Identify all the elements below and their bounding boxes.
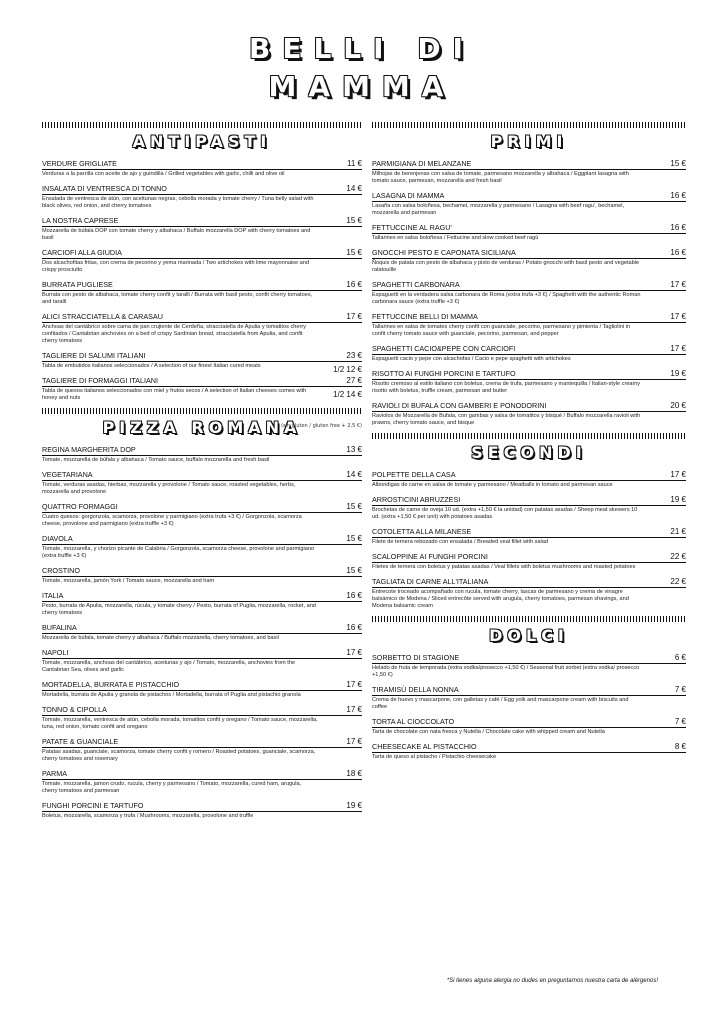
- menu-item-name: BUFALINA: [42, 623, 362, 634]
- section-title: [372, 443, 686, 462]
- menu-item: [372, 159, 686, 185]
- menu-item-price: 17 €: [346, 737, 362, 746]
- menu-item-price: 7 €: [674, 717, 686, 726]
- menu-item-name: REGINA MARGHERITA DOP: [42, 445, 362, 456]
- menu-item-description: Espaguetti cacio y pepe con alcachofas / Cacio e pepe spaghetti with artichokes: [372, 356, 571, 362]
- menu-item-description: Mortadella, burrata de Apulia y granola de pistachos / Mortadella, burrata of Puglia and pistachio granola: [42, 692, 301, 698]
- menu-item-name: TONNO & CIPOLLA: [42, 705, 362, 716]
- menu-item-description: Pesto, burrata de Apulia, mozzarella, rúcula, y tomate cherry / Pesto, burrata of Puglia, mozzarella, rocket, and cherry tomatoes: [42, 603, 316, 616]
- menu-item: [372, 369, 686, 395]
- menu-item-name: TIRAMISÙ DELLA NONNA: [372, 685, 686, 696]
- menu-item: [42, 705, 362, 731]
- menu-item-name: CROSTINO: [42, 566, 362, 577]
- menu-item-name: TAGLIERE DI SALUMI ITALIANI: [42, 351, 362, 362]
- menu-item-name: ARROSTICINI ABRUZZESI: [372, 495, 686, 506]
- menu-item-description: Espaguetti en la verdadera salsa carbonara de Roma (extra trufa +3 €) / Spaghetti with the authentic Roman carbonara sauce (extra truffle +3 €): [372, 292, 641, 305]
- menu-item-price: 15 €: [670, 159, 686, 168]
- menu-item-name: NAPOLI: [42, 648, 362, 659]
- menu-item-price: 17 €: [670, 312, 686, 321]
- menu-item-price: 16 €: [670, 223, 686, 232]
- menu-item-name: PATATE & GUANCIALE: [42, 737, 362, 748]
- menu-item-name: ALICI STRACCIATELLA & CARASAU: [42, 312, 362, 323]
- menu-item-description: Ensalada de ventresca de atún, con aceitunas negras, cebolla morada y tomate cherry / Tuna belly salad with black olives, red onion, and cherry tomatoes: [42, 196, 314, 209]
- menu-item-description: Mozzarella de búfala, tomate cherry y albahaca / Buffalo mozzarella, cherry tomatoes, and basil: [42, 635, 279, 641]
- menu-item: [42, 470, 362, 496]
- menu-item-description: Tarta de chocolate con nata fresca y Nutella / Chocolate cake with whipped cream and Nutella: [372, 729, 605, 735]
- menu-item: [42, 769, 362, 795]
- menu-item: [372, 280, 686, 306]
- section-title: [372, 132, 686, 151]
- menu-item-name: LASAGNA DI MAMMA: [372, 191, 686, 202]
- menu-item-description: Tomate, mozzarella, anchoas del cantábrico, aceitunas y ajo / Tomato, mozzarella, anchovies from the Cantabrian Sea, olives and garlic: [42, 660, 295, 673]
- menu-item-name: VEGETARIANA: [42, 470, 362, 481]
- menu-item-description: Tomate, mozzarella, jamon crudo, rucula, cherry y parmesano / Tomato, mozzarella, cured ham, arugula, cherry tomatoes and parmesan: [42, 781, 302, 794]
- menu-item-description: Anchoas del cantábrico sobre cama de pan crujiente de Cerdeña, stracciatella de Apulia y tomatitos cherry confitados / Cantabrian anchovies on a bed of crispy Sardinian bread, stracciatella from Apulia, and confit cherry tomatoes: [42, 324, 306, 344]
- menu-item-name: QUATTRO FORMAGGI: [42, 502, 362, 513]
- menu-item-description: Albondigas de carne en salsa de tomate y parmesano / Meatballs in tomato and parmesan sauce: [372, 482, 613, 488]
- menu-item-price: 15 €: [346, 566, 362, 575]
- menu-item-description: Tabla de quesos italianos seleccionados con miel y frutos secos / A selection of Italian cheeses comes with honey and nuts: [42, 388, 307, 401]
- allergen-note: *Si tienes alguna alergia no dudes en preguntarnos nuestra carta de alérgenos!: [446, 978, 658, 984]
- menu-item: [42, 312, 362, 345]
- menu-item-description: Crema de huevo y mascarpone, con galletas y café / Egg yolk and mascarpone cream with biscuits and coffee: [372, 697, 629, 710]
- right-column: [372, 116, 686, 767]
- menu-item-description: Brochetas de carne de oveja 10 ud. (extra +1,50 € la unidad) con patatas asadas / Sheep meat skewers 10 ud. (extra +1,50 € per unit) with potatoes asadas: [372, 507, 638, 520]
- menu-item: [372, 344, 686, 363]
- section-divider: [42, 408, 362, 414]
- menu-item-description: Tomate, mozzarella de búfala y albahaca / Tomato sauce, buffalo mozzarella and fresh basil: [42, 457, 270, 463]
- menu-item: [42, 680, 362, 699]
- menu-item-price: 15 €: [346, 534, 362, 543]
- menu-item: [42, 623, 362, 642]
- menu-item-name: VERDURE GRIGLIATE: [42, 159, 362, 170]
- menu-item-description: Helado de fruta de temporada (extra vodka/prosecco +1,50 €) / Seasonal fruit sorbet (extra vodka/ prosecco +1,50 €): [372, 665, 640, 678]
- menu-item-description: Entrecote troceado acompañado con rucula, tomate cherry, lascas de parmesano y crema de vinagre balsámico de Modena / Sliced entrecôte served with arugula, cherry tomatoes, parmesan shavings, and Modena balsamic cream: [372, 589, 629, 609]
- menu-item: [42, 351, 362, 374]
- menu-item: [42, 648, 362, 674]
- menu-item-name: RAVIOLI DI BUFALA CON GAMBERI E PONODORINI: [372, 401, 686, 412]
- menu-item-half-price: 1/2 14 €: [333, 390, 362, 399]
- menu-item-price: 22 €: [670, 552, 686, 561]
- menu-item: [372, 495, 686, 521]
- menu-item-description: Ñoquis de patata con pesto de albahaca y pisto de verduras / Potato gnocchi with basil pesto and vegetable ratatouille: [372, 260, 640, 273]
- menu-item-price: 6 €: [674, 653, 686, 662]
- menu-item-name: POLPETTE DELLA CASA: [372, 470, 686, 481]
- menu-item-price: 15 €: [346, 502, 362, 511]
- menu-item-price: 17 €: [670, 280, 686, 289]
- restaurant-title-line2: MAMMA: [268, 70, 456, 103]
- left-column: [42, 116, 362, 826]
- menu-item-price: 23 €: [346, 351, 362, 360]
- menu-item: [42, 502, 362, 528]
- section-title-text: PRIMI: [490, 132, 568, 151]
- menu-item-price: 17 €: [346, 312, 362, 321]
- menu-item-name: FETTUCCINE BELLI DI MAMMA: [372, 312, 686, 323]
- menu-item-name: BURRATA PUGLIESE: [42, 280, 362, 291]
- menu-item-description: Milhojas de berenjenas con salsa de tomate, parmesano mozzarella y albahaca / Eggplant lasagna with tomato sauce, parmesan, mozzarella and fresh basil: [372, 171, 629, 184]
- menu-item: [42, 591, 362, 617]
- menu-item: [372, 577, 686, 610]
- menu-item: [42, 534, 362, 560]
- menu-item: [372, 248, 686, 274]
- section-divider: [372, 433, 686, 439]
- menu-item-description: Filete de ternera rebozado con ensalada / Breaded veal fillet with salad: [372, 539, 549, 545]
- menu-item: [372, 742, 686, 761]
- section-title: [372, 626, 686, 645]
- menu-item: [42, 216, 362, 242]
- menu-item-name: SPAGHETTI CACIO&PEPE CON CARCIOFI: [372, 344, 686, 355]
- menu-item-name: FUNGHI PORCINI E TARTUFO: [42, 801, 362, 812]
- menu-item: [42, 376, 362, 402]
- menu-item-name: CHEESECAKE AL PISTACCHIO: [372, 742, 686, 753]
- menu-item: [372, 685, 686, 711]
- section-divider: [372, 616, 686, 622]
- menu-item-price: 16 €: [346, 623, 362, 632]
- section-title-text: PIZZA ROMANA: [102, 418, 302, 437]
- menu-item: [42, 159, 362, 178]
- menu-item: [372, 191, 686, 217]
- menu-item-description: Raviolos de Mozzarella de Bufala, con gambas y salsa de tomatitos y bisqué / Buffalo mozzarella ravioli with prawns, cherry tomato sauce, and bisque: [372, 413, 641, 426]
- menu-item-price: 17 €: [346, 705, 362, 714]
- menu-item-price: 7 €: [674, 685, 686, 694]
- menu-item-price: 16 €: [670, 191, 686, 200]
- menu-item-name: INSALATA DI VENTRESCA DI TONNO: [42, 184, 362, 195]
- menu-item-description: Burrata con pesto de albahaca, tomate cherry confit y taralli / Burrata with basil pesto, confit cherry tomatoes, and taralli: [42, 292, 313, 305]
- menu-item-price: 14 €: [346, 184, 362, 193]
- menu-item-price: 17 €: [670, 470, 686, 479]
- menu-item-name: SPAGHETTI CARBONARA: [372, 280, 686, 291]
- menu-item-half-price: 1/2 12 €: [333, 365, 362, 374]
- menu-item: [42, 566, 362, 585]
- menu-item-name: PARMA: [42, 769, 362, 780]
- menu-item: [42, 445, 362, 464]
- menu-item-price: 16 €: [346, 280, 362, 289]
- menu-item-name: FETTUCCINE AL RAGU': [372, 223, 686, 234]
- menu-item-name: SCALOPPINE AI FUNGHI PORCINI: [372, 552, 686, 563]
- menu-item-price: 27 €: [346, 376, 362, 385]
- menu-item-description: Boletus, mozzarella, scamorza y trufa / Mushrooms, mozzarella, provolone and truffle: [42, 813, 254, 819]
- menu-item-description: Cuatro quesos: gorgonzola, scamorza, provolone y parmigiano (extra trufa +3 €) / Gorgonzola, scamorza cheese, provolone and parmigiano (extra truffle +3 €): [42, 514, 302, 527]
- menu-item-description: Lasaña con salsa boloñesa, bechamel, mozzarella y parmesano / Lasagna with beef ragu', bechamel, mozzarella and parmesan: [372, 203, 625, 216]
- menu-item-name: MORTADELLA, BURRATA E PISTACCHIO: [42, 680, 362, 691]
- section-divider: [42, 122, 362, 128]
- section-title: [42, 132, 362, 151]
- menu-item-price: 19 €: [670, 495, 686, 504]
- menu-item-name: RISOTTO AI FUNGHI PORCINI E TARTUFO: [372, 369, 686, 380]
- menu-item: [372, 653, 686, 679]
- menu-item-price: 17 €: [670, 344, 686, 353]
- menu-item: [42, 184, 362, 210]
- menu-item: [42, 737, 362, 763]
- menu-item-name: TAGLIERE DI FORMAGGI ITALIANI: [42, 376, 362, 387]
- menu-item-description: Tomate, mozzarella, ventresca de atún, cebolla morada, tomatitos confit y oregano / Tomato sauce, mozzarella, tuna, red onion, tomato confit and oregano: [42, 717, 318, 730]
- menu-item-description: Tomate, mozzarella, y chorizo picante de Calabria / Gorgonzola, scamorza cheese, provolone and parmigiano (extra truffle +3 €): [42, 546, 315, 559]
- menu-item-description: Patatas asadas, guanciale, scamorza, tomate cherry confit y romero / Roasted potatoes, guanciale, scamorza, cherry tomatoes and rosemary: [42, 749, 316, 762]
- menu-item-description: Tallarines en salsa boloñesa / Fettucine and slow cooked beef ragù: [372, 235, 539, 241]
- menu-item-description: Tabla de embutidos italianos seleccionados / A selection of our finest Italian cured meats: [42, 363, 261, 369]
- menu-item: [372, 470, 686, 489]
- menu-item-price: 19 €: [670, 369, 686, 378]
- menu-item-name: TORTA AL CIOCCOLATO: [372, 717, 686, 728]
- menu-item-description: Dos alcachofitas fritas, con crema de pecorino y yema marinada / Two artichokes with lime mayonnaise and crispy prosciutto: [42, 260, 309, 273]
- menu-item-price: 14 €: [346, 470, 362, 479]
- section-divider: [372, 122, 686, 128]
- menu-item-description: Tomate, verduras asadas, hierbas, mozzarella y provolone / Tomato sauce, roasted vegetables, herbs, mozzarella and provolone: [42, 482, 296, 495]
- section-note: (sin gluten / gluten free + 2,5 €): [281, 423, 362, 429]
- menu-item-price: 16 €: [346, 591, 362, 600]
- menu-item-name: DIAVOLA: [42, 534, 362, 545]
- menu-item-name: TAGLIATA DI CARNE ALL'ITALIANA: [372, 577, 686, 588]
- menu-item-name: CARCIOFI ALLA GIUDIA: [42, 248, 362, 259]
- menu-item-name: ITALIA: [42, 591, 362, 602]
- menu-item: [42, 280, 362, 306]
- menu-item-price: 17 €: [346, 680, 362, 689]
- menu-item-description: Tomate, mozzarella, jamón York / Tomato sauce, mozzarella and ham: [42, 578, 215, 584]
- section-title-text: DOLCI: [489, 626, 569, 645]
- menu-item: [372, 312, 686, 338]
- menu-item-price: 20 €: [670, 401, 686, 410]
- menu-item-price: 15 €: [346, 248, 362, 257]
- menu-item-description: Risotto cremoso al estilo italiano con boletus, crema de trufa, parmesano y mantequilla / Italian-style creamy risotto with boletus, truffle cream, parmesan and butter: [372, 381, 641, 394]
- section-title-text: ANTIPASTI: [132, 132, 272, 151]
- menu-item: [372, 401, 686, 427]
- menu-item-description: Tarta de queso al pistacho / Pistachio cheesecake: [372, 754, 497, 760]
- menu-item-price: 22 €: [670, 577, 686, 586]
- menu-item-description: Filetes de ternera con boletus y patatas asadas / Veal fillets with boletus mushrooms and roasted potatoes: [372, 564, 636, 570]
- menu-item-name: LA NOSTRA CAPRESE: [42, 216, 362, 227]
- menu-item-price: 8 €: [674, 742, 686, 751]
- section-title: [42, 418, 362, 437]
- menu-item-price: 21 €: [670, 527, 686, 536]
- restaurant-title-line1: BELLI DI: [249, 32, 475, 65]
- section-title-text: SECONDI: [471, 443, 587, 462]
- menu-item-price: 15 €: [346, 216, 362, 225]
- menu-item-description: Mozzarella de búfala DOP con tomate cherry y albahaca / Buffalo mozzarella DOP with cherry tomatoes and basil: [42, 228, 311, 241]
- menu-item-description: Verduras a la parrilla con aceite de ajo y guindilla / Grilled vegetables with garlic, chilli and olive oil: [42, 171, 285, 177]
- menu-item-name: PARMIGIANA DI MELANZANE: [372, 159, 686, 170]
- menu-item-name: GNOCCHI PESTO E CAPONATA SICILIANA: [372, 248, 686, 259]
- menu-item: [372, 223, 686, 242]
- menu-item-price: 19 €: [346, 801, 362, 810]
- menu-item-price: 11 €: [347, 159, 362, 168]
- menu-item-price: 13 €: [346, 445, 362, 454]
- menu-item: [42, 248, 362, 274]
- menu-item-price: 17 €: [346, 648, 362, 657]
- menu-item-price: 16 €: [670, 248, 686, 257]
- menu-item: [372, 717, 686, 736]
- menu-item-name: SORBETTO DI STAGIONE: [372, 653, 686, 664]
- menu-item-description: Tallarines en salsa de tomates cherry confit con guanciale, pecorino, parmesano y pimienta / Tagliolini in confit cherry tomato sauce with guanciale, pecorino, parmesan, and pepper: [372, 324, 630, 337]
- menu-item: [372, 552, 686, 571]
- menu-item: [42, 801, 362, 820]
- menu-item: [372, 527, 686, 546]
- menu-item-name: COTOLETTA ALLA MILANESE: [372, 527, 686, 538]
- menu-item-price: 18 €: [346, 769, 362, 778]
